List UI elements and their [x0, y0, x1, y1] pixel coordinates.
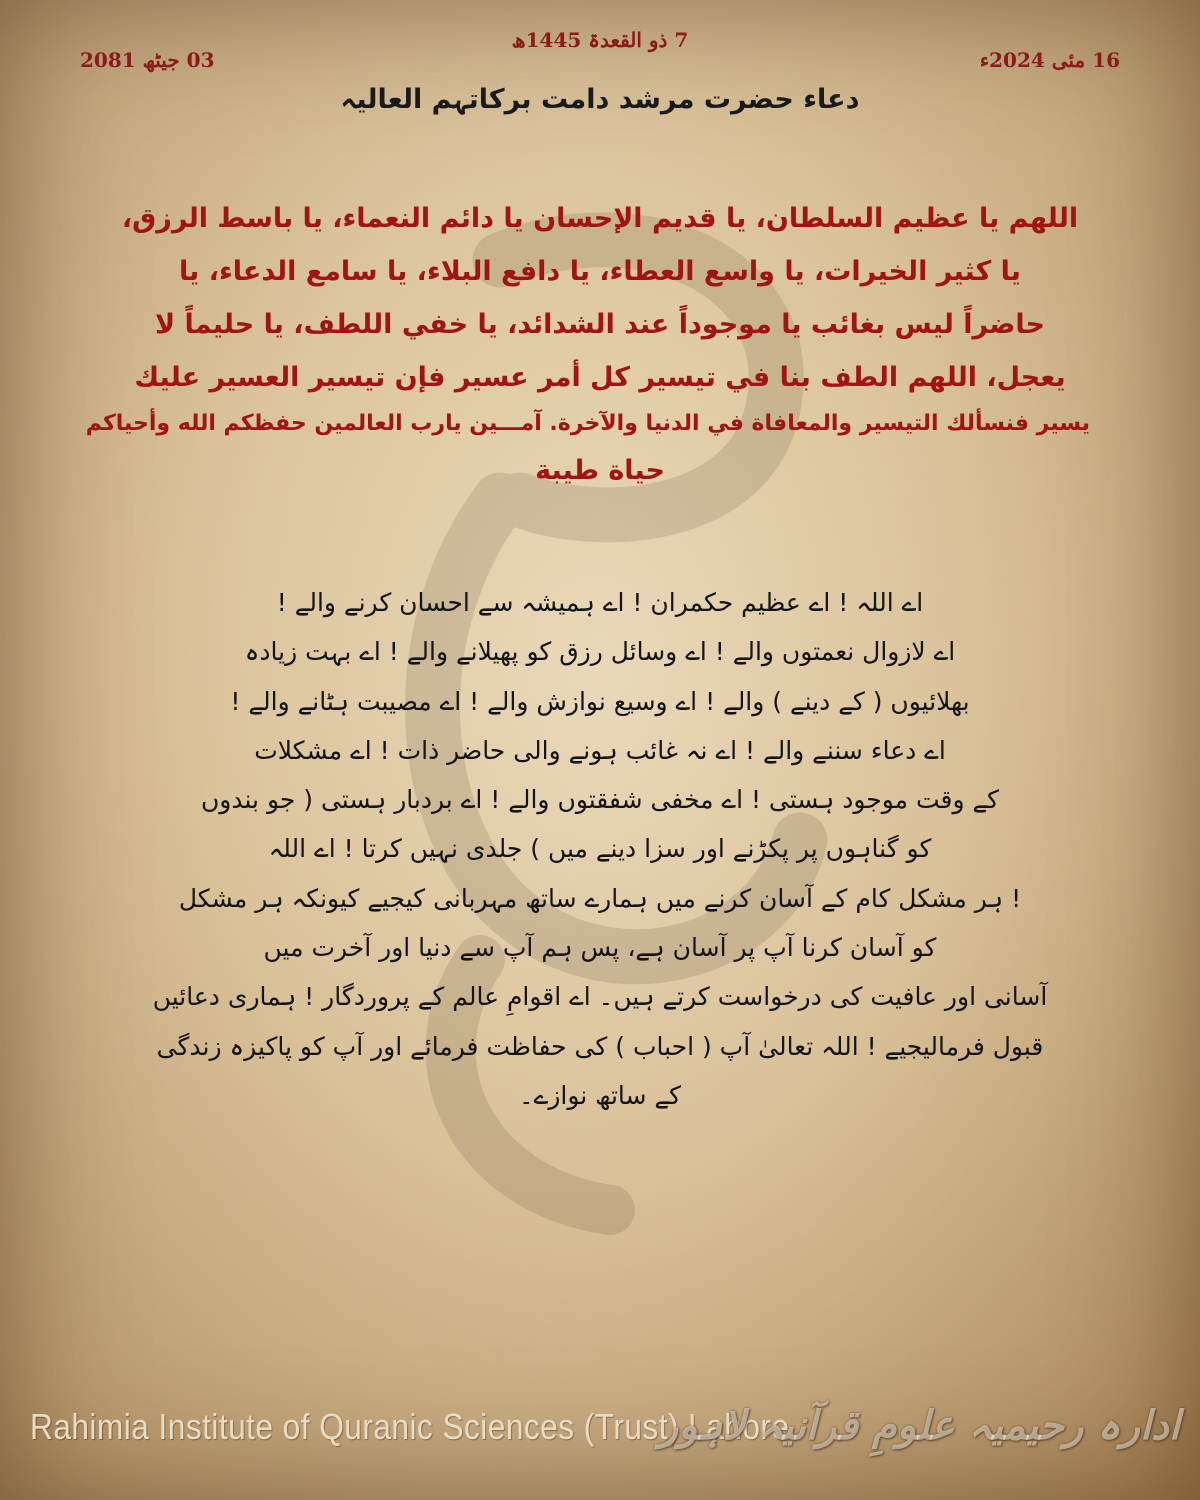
urdu-line: اے لازوال نعمتوں والے ! اے وسائل رزق کو پھیلانے والے ! اے بہت زیادہ: [244, 637, 956, 667]
date-gregorian: 16 مئی 2024ء: [979, 48, 1120, 72]
urdu-line: اے دعاء سننے والے ! اے نہ غائب ہونے والی حاضر ذات ! اے مشکلات: [254, 735, 946, 765]
arabic-line: يسير فنسألك التيسير والمعافاة في الدنيا والآخرة. آمـــين يارب العالمين حفظكم الله وأحياكم: [85, 411, 1090, 436]
date-bikrami: 03 جیٹھ 2081: [80, 48, 215, 72]
arabic-line: يعجل، اللهم الطف بنا في تيسير كل أمر عسير فإن تيسير العسير عليك: [134, 362, 1066, 393]
urdu-line: قبول فرمالیجیے ! اللہ تعالیٰ آپ ( احباب ) کی حفاظت فرمائے اور آپ کو پاکیزہ زندگی: [156, 1031, 1044, 1061]
page-title: دعاء حضرت مرشد دامت برکاتہم العالیہ: [340, 84, 860, 115]
urdu-line: بھلائیوں ( کے دینے ) والے ! اے وسیع نوازش والے ! اے مصیبت ہٹانے والے !: [230, 686, 970, 716]
urdu-line: کو آسان کرنا آپ پر آسان ہے، پس ہم آپ سے دنیا اور آخرت میں: [263, 933, 937, 963]
urdu-line: کو گناہوں پر پکڑنے اور سزا دینے میں ) جلدی نہیں کرتا ! اے اللہ: [268, 834, 932, 864]
urdu-translation: [150, 578, 1050, 1120]
arabic-line: حاضراً ليس بغائب يا موجوداً عند الشدائد، يا خفي اللطف، يا حليماً لا: [154, 309, 1046, 340]
urdu-line: آسانی اور عافیت کی درخواست کرتے ہیں۔ اے اقوامِ عالم کے پروردگار ! ہماری دعائیں: [152, 982, 1048, 1012]
arabic-dua: [85, 192, 1090, 497]
urdu-line: اے اللہ ! اے عظیم حکمران ! اے ہمیشہ سے احسان کرنے والے !: [276, 588, 924, 617]
urdu-line: کے ساتھ نوازے۔: [519, 1080, 681, 1110]
org-name-english: Rahimia Institute of Quranic Sciences (Trust) Lahore: [30, 1406, 790, 1447]
urdu-line: ! ہر مشکل کام کے آسان کرنے میں ہمارے ساتھ مہربانی کیجیے کیونکہ ہر مشکل: [178, 883, 1022, 913]
org-name-urdu-logo: ادارہ رحیمیہ علومِ قرآنیہ لاہور: [659, 1402, 1180, 1449]
footer: [0, 1398, 1200, 1478]
arabic-line: اللهم يا عظيم السلطان، يا قديم الإحسان يا دائم النعماء، يا باسط الرزق،: [121, 203, 1079, 234]
arabic-line: يا كثير الخيرات، يا واسع العطاء، يا دافع البلاء، يا سامع الدعاء، يا: [179, 256, 1021, 287]
date-hijri: 7 ذو القعدۃ 1445ھ: [511, 28, 689, 52]
arabic-line: حياة طيبة: [535, 455, 665, 486]
urdu-line: کے وقت موجود ہستی ! اے مخفی شفقتوں والے ! اے بردبار ہستی ( جو بندوں: [200, 785, 1000, 815]
